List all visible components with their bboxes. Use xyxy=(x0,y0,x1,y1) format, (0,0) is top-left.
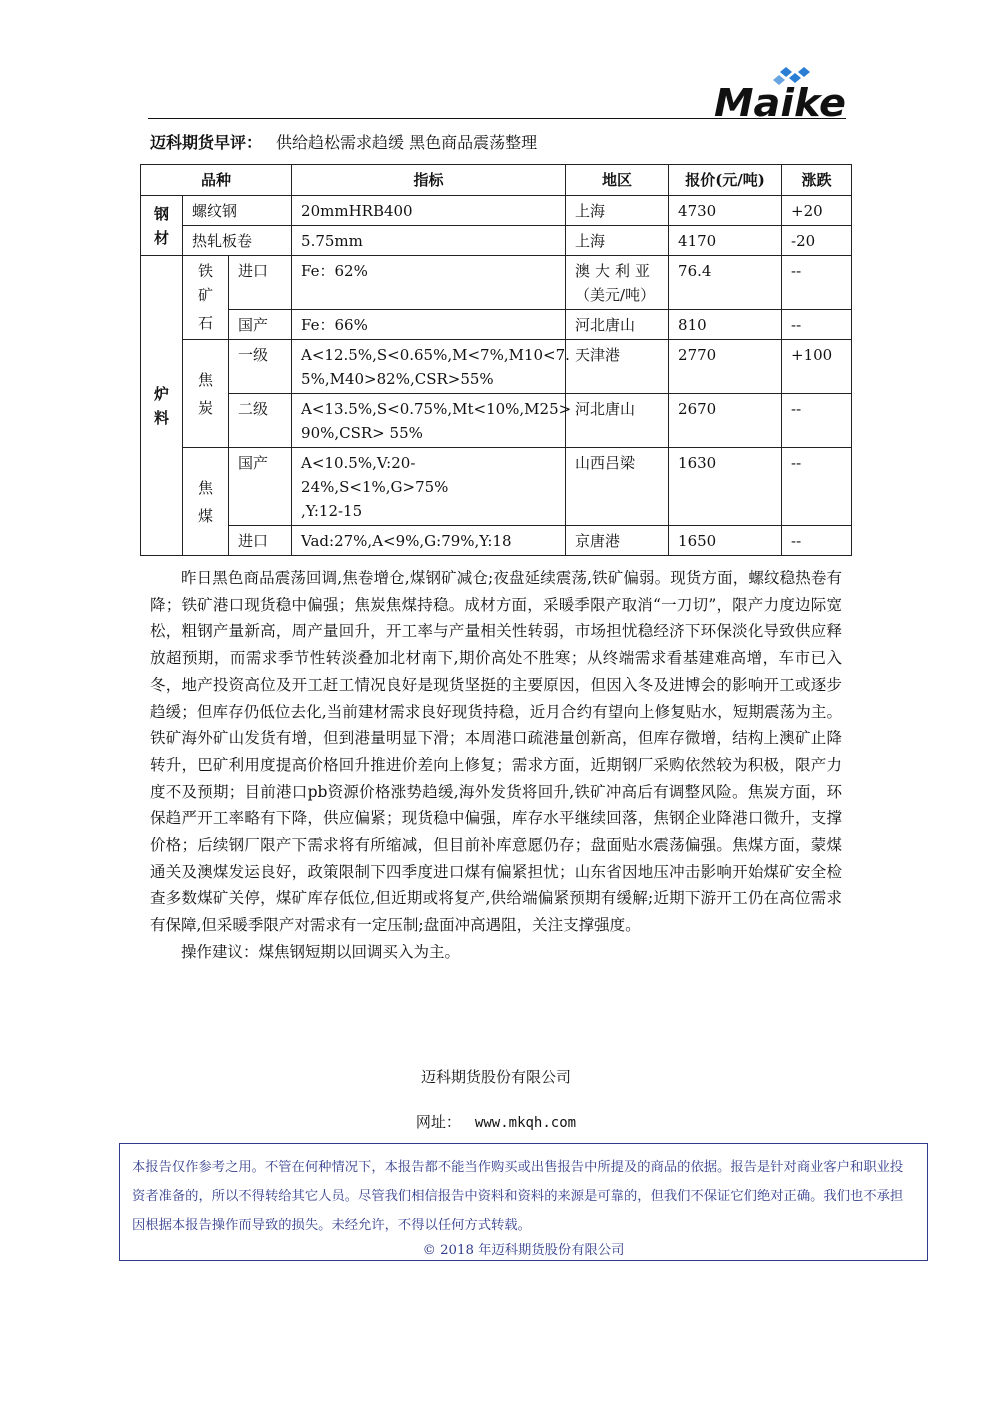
price-cell: 4170 xyxy=(669,226,782,256)
operation-suggestion: 操作建议：煤焦钢短期以回调买入为主。 xyxy=(181,942,461,961)
table-row xyxy=(141,256,852,310)
sub-type-cell: 一级 xyxy=(229,340,292,394)
logo-text: Maike xyxy=(714,81,846,120)
table-row xyxy=(141,226,852,256)
group-furnace: 炉 料 xyxy=(141,256,183,556)
table-header-row xyxy=(141,165,852,196)
group-steel: 钢 材 xyxy=(141,196,183,256)
price-cell: 1630 xyxy=(669,448,782,526)
region-cell: 上海 xyxy=(566,196,669,226)
price-cell: 2670 xyxy=(669,394,782,448)
col-header-region: 地区 xyxy=(566,165,669,196)
spec-cell: Fe：66% xyxy=(292,310,566,340)
region-cell: 河北唐山 xyxy=(566,310,669,340)
spec-cell: A<10.5%,V:20-24%,S<1%,G>75% ,Y:12-15 xyxy=(292,448,566,526)
commentary-paragraph: 昨日黑色商品震荡回调,焦卷增仓,煤钢矿减仓;夜盘延续震荡,铁矿偏弱。现货方面，螺纹稳热卷有降；铁矿港口现货稳中偏强；焦炭焦煤持稳。成材方面，采暖季限产取消“一刀切”，限产力度边际宽松，粗钢产量新高，周产量回升，开工率与产量相关性转弱，市场担忧稳经济下环保淡化导致供应释放超预期，而需求季节性转淡叠加北材南下,期价高处不胜寒；从终端需求看基建难高增，车市已入冬，地产投资高位及开工赶工情况良好是现货坚挺的主要原因，但因入冬及进博会的影响开工或逐步趋缓；但库存仍低位去化,当前建材需求良好现货持稳，近月合约有望向上修复贴水，短期震荡为主。铁矿海外矿山发货有增，但到港量明显下滑；本周港口疏港量创新高，但库存微增，结构上澳矿止降转升，巴矿利用度提高价格回升推进价差向上修复；需求方面，近期钢厂采购依然较为积极，限产力度不及预期；目前港口pb资源价格涨势趋缓,海外发货将回升,铁矿冲高后有调整风险。焦炭方面，环保趋严开工率略有下降，供应偏紧；现货稳中偏强，库存水平继续回落，焦钢企业降港口微升，支撑价格；后续钢厂限产下需求将有所缩减，但目前补库意愿仍存；盘面贴水震荡偏强。焦煤方面，蒙煤通关及澳煤发运良好，政策限制下四季度进口煤有偏紧担忧；山东省因地压冲击影响开始煤矿安全检查多数煤矿关停，煤矿库存低位,但近期或将复产,供给端偏紧预期有缓解;近期下游开工仍在高位需求有保障,但采暖季限产对需求有一定压制;盘面冲高遇阻，关注支撑强度。 xyxy=(150,569,842,935)
spec-cell: 20mmHRB400 xyxy=(292,196,566,226)
region-cell: 澳大利亚 （美元/吨） xyxy=(566,256,669,310)
spec-cell: A<13.5%,S<0.75%,Mt<10%,M25> 90%,CSR> 55% xyxy=(292,394,566,448)
maike-logo-icon xyxy=(712,64,848,120)
footer-company: 迈科期货股份有限公司 xyxy=(420,1068,571,1086)
region-cell: 京唐港 xyxy=(566,526,669,556)
table-row xyxy=(141,310,852,340)
region-cell: 河北唐山 xyxy=(566,394,669,448)
website-link[interactable]: www.mkqh.com xyxy=(474,1115,577,1131)
company-logo xyxy=(712,64,848,120)
sub-type-cell: 国产 xyxy=(229,310,292,340)
change-cell: -- xyxy=(782,310,852,340)
region-cell: 上海 xyxy=(566,226,669,256)
product-cell: 热轧板卷 xyxy=(183,226,292,256)
col-header-spec: 指标 xyxy=(292,165,566,196)
copyright-notice: © 2018 年迈科期货股份有限公司 xyxy=(422,1243,625,1258)
price-cell: 1650 xyxy=(669,526,782,556)
col-header-change: 涨跌 xyxy=(782,165,852,196)
iron-ore-label: 铁 矿 石 xyxy=(183,256,229,340)
col-header-price: 报价(元/吨) xyxy=(669,165,782,196)
spec-cell: Fe：62% xyxy=(292,256,566,310)
sub-type-cell: 进口 xyxy=(229,526,292,556)
disclaimer-box xyxy=(119,1143,928,1261)
change-cell: +20 xyxy=(782,196,852,226)
sub-type-cell: 国产 xyxy=(229,448,292,526)
change-cell: +100 xyxy=(782,340,852,394)
region-cell: 山西吕梁 xyxy=(566,448,669,526)
disclaimer-text: 本报告仅作参考之用。不管在何种情况下，本报告都不能当作购买或出售报告中所提及的商品的依据。报告是针对商业客户和职业投资者准备的，所以不得转给其它人员。尽管我们相信报告中资料和资料的来源是可靠的，但我们不保证它们绝对正确。我们也不承担因根据本报告操作而导致的损失。未经允许，不得以任何方式转载。 xyxy=(132,1160,904,1233)
table-row xyxy=(141,340,852,394)
commentary xyxy=(150,565,842,966)
coke-label: 焦 炭 xyxy=(183,340,229,448)
price-cell: 4730 xyxy=(669,196,782,226)
price-table xyxy=(140,164,852,556)
change-cell: -- xyxy=(782,448,852,526)
table-row xyxy=(141,394,852,448)
change-cell: -- xyxy=(782,256,852,310)
website-label: 网址： xyxy=(415,1113,461,1131)
coking-coal-label: 焦 煤 xyxy=(183,448,229,556)
price-cell: 810 xyxy=(669,310,782,340)
spec-cell: 5.75mm xyxy=(292,226,566,256)
header-rule xyxy=(148,118,846,119)
table-row xyxy=(141,196,852,226)
report-title xyxy=(150,132,537,154)
spec-cell: A<12.5%,S<0.65%,M<7%,M10<7. 5%,M40>82%,CSR>55% xyxy=(292,340,566,394)
table-row xyxy=(141,526,852,556)
price-cell: 2770 xyxy=(669,340,782,394)
change-cell: -- xyxy=(782,394,852,448)
table-row xyxy=(141,448,852,526)
spec-cell: Vad:27%,A<9%,G:79%,Y:18 xyxy=(292,526,566,556)
col-header-product: 品种 xyxy=(141,165,292,196)
sub-type-cell: 进口 xyxy=(229,256,292,310)
change-cell: -- xyxy=(782,526,852,556)
product-cell: 螺纹钢 xyxy=(183,196,292,226)
report-subtitle: 供给趋松需求趋缓 黑色商品震荡整理 xyxy=(276,133,538,152)
report-title-label: 迈科期货早评： xyxy=(150,133,263,152)
footer-website xyxy=(0,1111,992,1132)
sub-type-cell: 二级 xyxy=(229,394,292,448)
price-cell: 76.4 xyxy=(669,256,782,310)
region-cell: 天津港 xyxy=(566,340,669,394)
change-cell: -20 xyxy=(782,226,852,256)
